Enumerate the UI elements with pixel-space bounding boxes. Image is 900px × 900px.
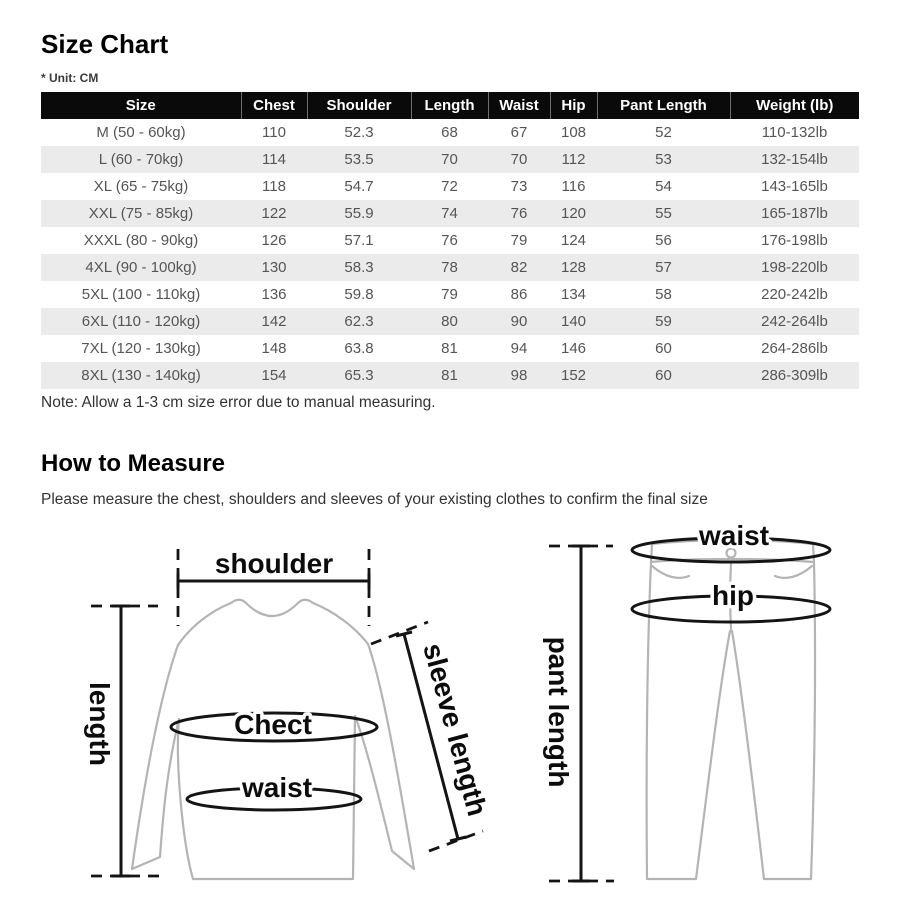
table-cell: 57 [655,258,672,276]
table-cell: 7XL (120 - 130kg) [81,339,201,357]
table-cell: 62.3 [344,312,374,330]
sleeve-length-label: sleeve length [417,639,494,819]
table-cell: 124 [560,231,587,249]
table-body [41,119,859,389]
table-cell: 122 [261,204,287,222]
table-cell: 55 [655,204,672,222]
table-cell: 286-309lb [761,366,828,384]
table-cell: 57.1 [344,231,374,249]
table-cell: 73 [510,177,528,195]
table-row [41,281,859,308]
table-cell: 80 [441,312,458,330]
table-cell: 110 [262,123,286,141]
table-cell: 72 [441,177,458,195]
table-cell: 78 [441,258,458,276]
table-cell: 5XL (100 - 110kg) [81,285,201,303]
table-cell: 120 [560,204,587,222]
table-cell: 52 [655,123,672,141]
table-row [41,254,859,281]
table-cell: 74 [441,204,458,222]
table-cell: 146 [560,339,587,357]
shirt-waist-label: waist [241,771,313,803]
shirt-diagram [84,548,493,879]
header-row [41,92,859,119]
table-cell: 86 [510,285,528,303]
table-cell: 176-198lb [761,231,828,249]
table-cell: 114 [262,150,286,168]
table-cell: L (60 - 70kg) [98,150,184,168]
length-label: length [84,681,115,766]
chest-label: Chect [234,708,312,740]
table-cell: 76 [441,231,458,249]
table-cell: 70 [510,150,528,168]
table-cell: 112 [561,150,586,168]
table-cell: 55.9 [344,204,374,222]
table-cell: 110-132lb [761,123,828,141]
table-cell: 116 [561,177,586,195]
column-header: Hip [550,92,597,119]
table-cell: XL (65 - 75kg) [93,177,189,195]
table-cell: 59 [655,312,672,330]
table-cell: 79 [441,285,458,303]
table-cell: 198-220lb [761,258,828,276]
table-cell: 148 [261,339,287,357]
pants-hip-label: hip [712,579,754,611]
column-header: Waist [488,92,550,119]
how-to-measure-title: How to Measure [41,449,226,477]
table-cell: 242-264lb [761,312,828,330]
table-cell: 67 [510,123,528,141]
table-cell: 81 [441,339,458,357]
pants-waist-label: waist [698,519,770,551]
table-row [41,335,859,362]
table-cell: 56 [655,231,672,249]
table-cell: 76 [510,204,528,222]
table-cell: 154 [261,366,287,384]
table-cell: 58 [655,285,672,303]
column-header: Shoulder [307,92,411,119]
table-cell: 58.3 [344,258,374,276]
table-cell: 140 [560,312,587,330]
page-title: Size Chart [41,29,169,59]
table-row [41,146,859,173]
table-cell: 108 [560,123,587,141]
pant-length-label: pant length [543,636,574,787]
table-cell: 6XL (110 - 120kg) [81,312,201,330]
table-cell: XXXL (80 - 90kg) [83,231,199,249]
table-cell: 136 [261,285,287,303]
table-cell: 65.3 [344,366,374,384]
table-cell: 118 [262,177,286,195]
table-cell: 152 [560,366,587,384]
table-cell: 134 [560,285,587,303]
table-cell: 165-187lb [761,204,828,222]
table-row [41,200,859,227]
table-cell: 126 [261,231,287,249]
table-cell: 54.7 [344,177,374,195]
table-cell: M (50 - 60kg) [96,123,186,141]
table-cell: 60 [655,339,672,357]
table-cell: 82 [510,258,528,276]
table-cell: XXL (75 - 85kg) [88,204,194,222]
column-header: Chest [241,92,307,119]
table-row [41,308,859,335]
column-header: Pant Length [597,92,730,119]
table-cell: 130 [261,258,287,276]
table-cell: 8XL (130 - 140kg) [81,366,201,384]
table-cell: 52.3 [344,123,374,141]
pants-diagram [543,520,830,881]
measuring-note: Note: Allow a 1-3 cm size error due to manual measuring. [41,393,436,411]
table-cell: 63.8 [344,339,374,357]
table-row [41,173,859,200]
table-cell: 4XL (90 - 100kg) [85,258,197,276]
measurement-diagram [41,514,861,899]
column-header: Weight (lb) [730,92,859,119]
table-cell: 60 [655,366,672,384]
table-row [41,362,859,389]
table-cell: 53.5 [344,150,374,168]
column-header: Length [411,92,488,119]
table-cell: 53 [655,150,672,168]
table-cell: 132-154lb [761,150,828,168]
table-cell: 90 [510,312,528,330]
table-cell: 98 [510,366,528,384]
table-cell: 220-242lb [761,285,828,303]
table-cell: 81 [441,366,458,384]
table-row [41,119,859,146]
table-cell: 68 [441,123,458,141]
table-cell: 264-286lb [761,339,828,357]
unit-note: * Unit: CM [41,70,99,85]
table-cell: 143-165lb [761,177,828,195]
table-cell: 70 [441,150,458,168]
table-cell: 142 [261,312,287,330]
table-cell: 79 [510,231,528,249]
how-to-measure-subtitle: Please measure the chest, shoulders and sleeves of your existing clothes to confirm the final size [41,490,708,508]
shoulder-label: shoulder [214,547,334,579]
size-chart-table [41,92,859,389]
table-cell: 54 [655,177,672,195]
table-row [41,227,859,254]
table-cell: 128 [560,258,587,276]
table-cell: 59.8 [344,285,374,303]
table-cell: 94 [510,339,528,357]
column-header: Size [41,92,241,119]
